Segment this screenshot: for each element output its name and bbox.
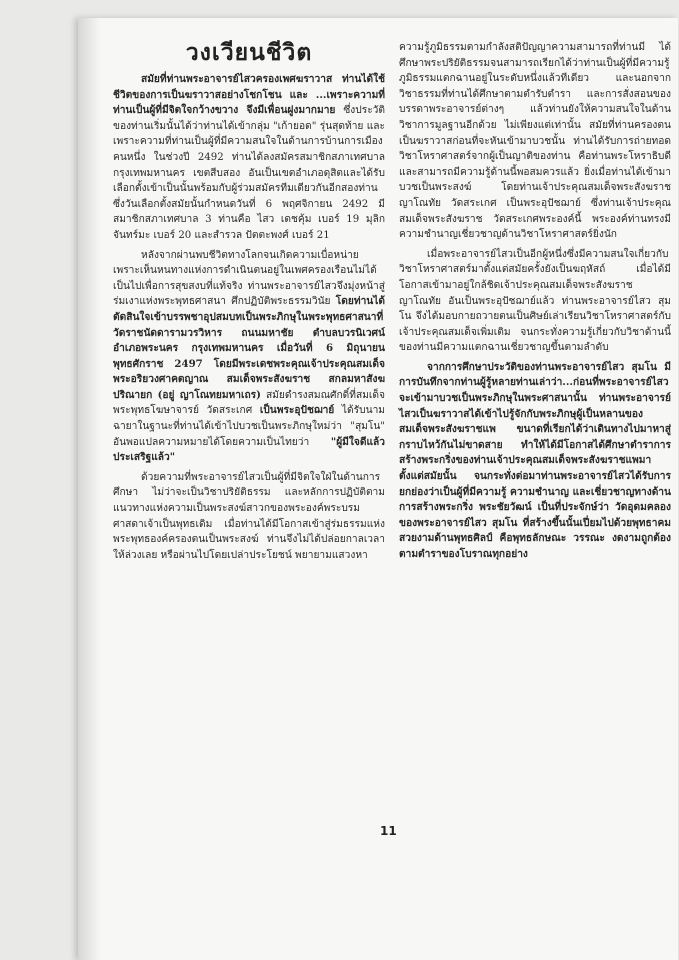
paragraph-2-text-c: ได้รับนามฉายาในฐานะที่ท่านได้เข้าไปบวชเป็นพระภิกษุใหม่ว่า "สุมโน" อันพอแปลความหมายได้โดยความเป็นไทยว่า [113,405,385,448]
magazine-page [78,18,678,960]
paragraph-2-text-b: สมัยดำรงสมณศักดิ์ที่สมเด็จพระพุทธโฆษาจารย์ วัดสระเกศ [113,389,385,417]
page-number: 11 [380,824,397,838]
paragraph-6: จากการศึกษาประวัติของท่านพระอาจารย์ไสว สุมโน มีการบันทึกจากท่านผู้รู้หลายท่านเล่าว่า...ก่อนที่พระอาจารย์ไสวจะเข้ามาบวชเป็นพระภิกษุในพระศาสนานั้น ท่านพระอาจารย์ไสวเป็นฆราวาสได้เข้าไปรู้จักกับพระภิกษุผู้เป็นหลานของสมเด็จพระสังฆราชแพ ขนาดที่เรียกได้ว่าเดินทางไปมาหาสู่ กราบไหว้กันไม่ขาดสาย ทำให้ได้มีโอกาสได้ศึกษาตำราการสร้างพระกริ่งของท่านเจ้าประคุณสมเด็จพระสังฆราชแพมาตั้งแต่สมัยนั้น จนกระทั่งต่อมาท่านพระอาจารย์ไสวได้รับการยกย่องว่าเป็นผู้ที่มีความรู้ ความชำนาญ และเชี่ยวชาญทางด้านการสร้างพระกริ่ง พระชัยวัฒน์ เป็นที่ประจักษ์ว่า วัดอุดมคลองของพระอาจารย์ไสว สุมโน ที่สร้างขึ้นนั้นเปี่ยมไปด้วยพุทธาคม สวยงามด้านพุทธศิลป์ คือพุทธลักษณะ วรรณะ งดงามถูกต้องตามตำราของโบราณทุกอย่าง [399,360,671,560]
paragraph-2-bold: โดยท่านได้ตัดสินใจเข้าบรรพชาอุปสมบทเป็นพระภิกษุในพระพุทธศาสนาที่วัดราชนัดดารามวรวิหาร ถนนมหาชัย ตำบลบวรนิเวศน์ อำเภอพระนคร กรุงเทพมหานคร เมื่อวันที่ 6 มิถุนายน พุทธศักราช 2497 โดยมีพระเดชพระคุณเจ้าประคุณสมเด็จพระอริยวงศาคตญาณ สมเด็จพระสังฆราช สกลมหาสังฆปริณายก (อยู่ ญาโณทยมหาเถร) [113,295,385,401]
article-title: วงเวียนชีวิต [185,40,313,66]
right-column [399,40,671,567]
paragraph-2 [113,248,385,466]
paragraph-3: ด้วยความที่พระอาจารย์ไสวเป็นผู้ที่มีจิตใจใฝ่ในด้านการศึกษา ไม่ว่าจะเป็นวิชาปริยัติธรรม และหลักการปฏิบัติตามแนวทางแห่งความเป็นพระสงฆ์สาวกของพระองค์พระบรมศาสดาเจ้าเป็นพุทธเดิม เมื่อท่านได้มีโอกาสเข้าสู่ร่มธรรมแห่งพระพุทธองค์ครองตนเป็นพระสงฆ์ ท่านจึงไม่ได้ปล่อยกาลเวลาให้ล่วงเลย หรือผ่านไปโดยเปล่าประโยชน์ พยายามแสวงหา [113,471,385,561]
paragraph-2-text-a: หลังจากผ่านพบชีวิตทางโลกจนเกิดความเบื่อหน่าย เพราะเห็นหนทางแห่งการดำเนินตนอยู่ในเพศครองเรือนไม่ได้เป็นไปเพื่อการสุขสงบที่แท้จริง ท่านพระอาจารย์ไสวจึงมุ่งหน้าสู่ร่มเงาแห่งพระพุทธศาสนา ศึกปฏิบัติพระธรรมวินัย [113,249,385,308]
paragraph-1 [113,72,385,244]
paragraph-4: ความรู้ภูมิธรรมตามกำลังสติปัญญาความสามารถที่ท่านมี ได้ศึกษาพระปริยัติธรรมจนสามารถเรียกได้ว่าท่านเป็นผู้ที่มีความรู้ภูมิธรรมแตกฉานอยู่ในระดับหนึ่งแล้วทีเดียว และนอกจากวิชาธรรมที่ท่านได้ศึกษาตามตำรับตำรา และการสั่งสอนของบรรดาพระอาจารย์ต่างๆ แล้วท่านยังให้ความสนใจในด้านวิชาการมูลฐานอีกด้วย ไม่เพียงแต่เท่านั้น สมัยที่ท่านครองตนเป็นฆราวาสก่อนที่จะหันเข้ามาบวชนั้น ท่านได้รับการถ่ายทอดวิชาโหราศาสตร์จากผู้เป็นญาติของท่าน คือท่านพระโหราธิบดี และสามารถมีความรู้ด้านนี้พอสมควรแล้ว ยิ่งเมื่อท่านได้เข้ามาบวชเป็นพระสงฆ์ โดยท่านเจ้าประคุณสมเด็จพระสังฆราชญาโณทัย วัดสระเกศ เป็นพระอุปัชฌาย์ ซึ่งท่านเจ้าประคุณสมเด็จพระสังฆราช วัดสระเกศพระองค์นี้ พระองค์ท่านทรงมีความชำนาญเชี่ยวชาญด้านวิชาโหราศาสตร์ยิ่งนัก [399,42,671,241]
page-spine-shadow [78,18,100,960]
paragraph-1-text: ซึ่งประวัติของท่านเริ่มนั้นได้ว่าท่านได้เข้ากลุ่ม "เก้ายอด" รุ่นสุดท้าย และเพราะความที่ท่านเป็นผู้ที่มีความสนใจในด้านการบ้านการเมืองคนหนึ่ง ในช่วงปี 2492 ท่านได้ลงสมัครสมาชิกสภาเทศบาลกรุงเทพมหานคร เขตสีบสอง อันเป็นเขตอำเภอดุสิตและได้รับเลือกตั้งเข้าเป็นนั้นพร้อมกับผู้ร่วมสมัครทีมเดียวกันอีกสองท่าน ซึ่งวันเลือกตั้งสมัยนั้นกำหนดวันที่ 6 พฤศจิกายน 2492 มีสมาชิกสภาเทศบาล 3 ท่านคือ ไสว เดชคุ้ม เบอร์ 19 มุลิก จันทร์มะ เบอร์ 20 และสำรวล ปัตตะพงศ์ เบอร์ 21 [113,105,385,241]
paragraph-1-bold: สมัยที่ท่านพระอาจารย์ไสวครองเพศฆราวาส ท่านได้ใช้ชีวิตของการเป็นฆราวาสอย่างโชกโชน และ ...เพราะความที่ท่านเป็นผู้ที่มีจิตใจกว้างขวาง จึงมีเพื่อนฝูงมากมาย [113,73,385,117]
paragraph-2-bold-2: เป็นพระอุปัชฌาย์ [259,404,335,417]
paragraph-5: เมื่อพระอาจารย์ไสวเป็นอีกผู้หนึ่งซึ่งมีความสนใจเกี่ยวกับวิชาโหราศาสตร์มาตั้งแต่สมัยครั้งยังเป็นฆฤหัสถ์ เมื่อได้มีโอกาสเข้ามาอยู่ใกล้ชิดเจ้าประคุณสมเด็จพระสังฆราชญาโณทัย อันเป็นพระอุปัชฌาย์แล้ว ท่านพระอาจารย์ไสว สุมโน จึงได้มอบกายถวายตนเป็นศิษย์เล่าเรียนวิชาโหราศาสตร์กับเจ้าประคุณสมเด็จเพิ่มเติม จนกระทั่งความรู้เกี่ยวกับวิชาด้านนี้ของท่านมีความแตกฉานเชี่ยวชาญขึ้นตามลำดับ [399,248,671,354]
paragraph-2-bold-3: "ผู้มีใจดีแล้วประเสริฐแล้ว" [113,435,385,464]
left-column [113,38,385,567]
